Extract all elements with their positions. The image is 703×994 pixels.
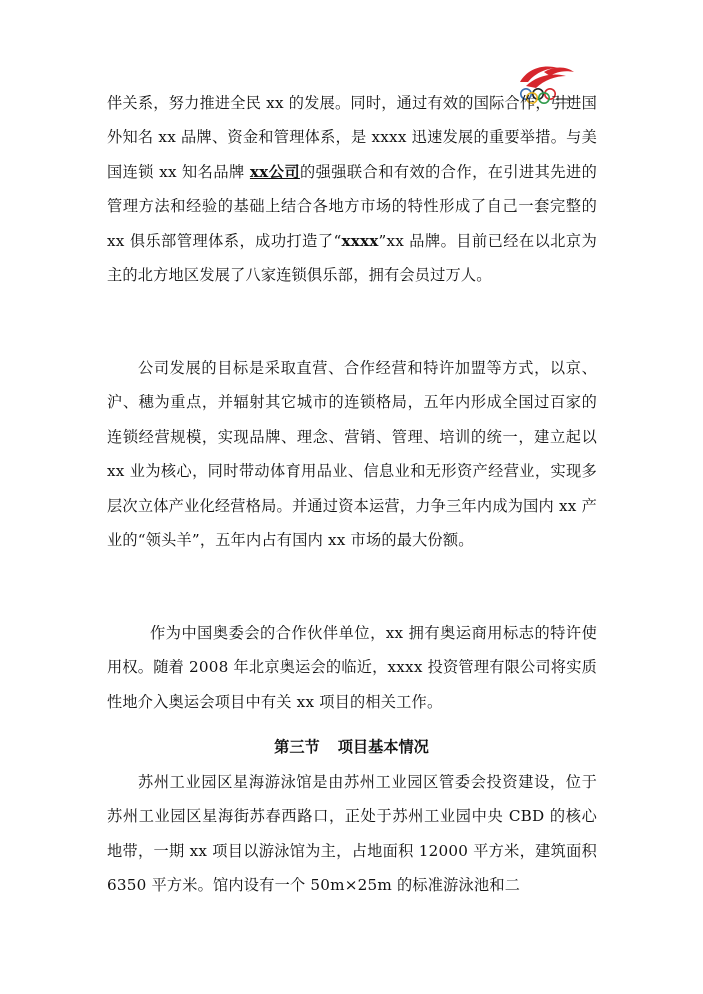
paragraph-project-info: 苏州工业园区星海游泳馆是由苏州工业园区管委会投资建设，位于苏州工业园区星海街苏春西路口，正处于苏州工业园中央 CBD 的核心地带，一期 xx 项目以游泳馆为主，占地面积 12000 平方米，建筑面积 6350 平方米。馆内设有一个 50m×25m 的标准游泳池和二 — [107, 773, 597, 895]
section-heading — [0, 734, 703, 760]
brand-name-product: xxxx — [341, 231, 379, 250]
paragraph-text: 伴关系，努力推进全民 xx 的发展。同时，通过有效的国际合作，引进国外知名 xx 品牌、资金和管理体系，是 xxxx 迅速发展的重要举措。与美国连锁 xx 知名品牌 — [107, 94, 597, 181]
paragraph-partnership — [107, 86, 597, 292]
paragraph-text: 的强强联合和有效的合作，在引进其先进的管理方法和经验的基础上结合各地方市场的特性形成了自己一套完整的 xx 俱乐部管理体系，成功打造了“ — [107, 162, 597, 250]
paragraph-goals: 公司发展的目标是采取直营、合作经营和特许加盟等方式，以京、沪、穗为重点，并辐射其它城市的连锁格局，五年内形成全国过百家的连锁经营规模，实现品牌、理念、营销、管理、培训的统一，建立起以 xx 业为核心，同时带动体育用品业、信息业和无形资产经营业，实现多层次立体产业化经营格局。并通过资本运营，力争三年内成为国内 xx 产业的“领头羊”，五年内占有国内 xx 市场的最大份额。 — [107, 359, 597, 550]
paragraph-olympic: 作为中国奥委会的合作伙伴单位，xx 拥有奥运商用标志的特许使用权。随着 2008 年北京奥运会的临近，xxxx 投资管理有限公司将实质性地介入奥运会项目中有关 xx 项目的相关工作。 — [107, 624, 597, 711]
section-number: 第三节 — [274, 738, 320, 756]
paragraph-text: ”xx 品牌。目前已经在以北京为主的北方地区发展了八家连锁俱乐部，拥有会员过万人。 — [107, 231, 597, 285]
brand-name-company: xx公司 — [249, 162, 300, 181]
section-title: 项目基本情况 — [337, 738, 429, 756]
